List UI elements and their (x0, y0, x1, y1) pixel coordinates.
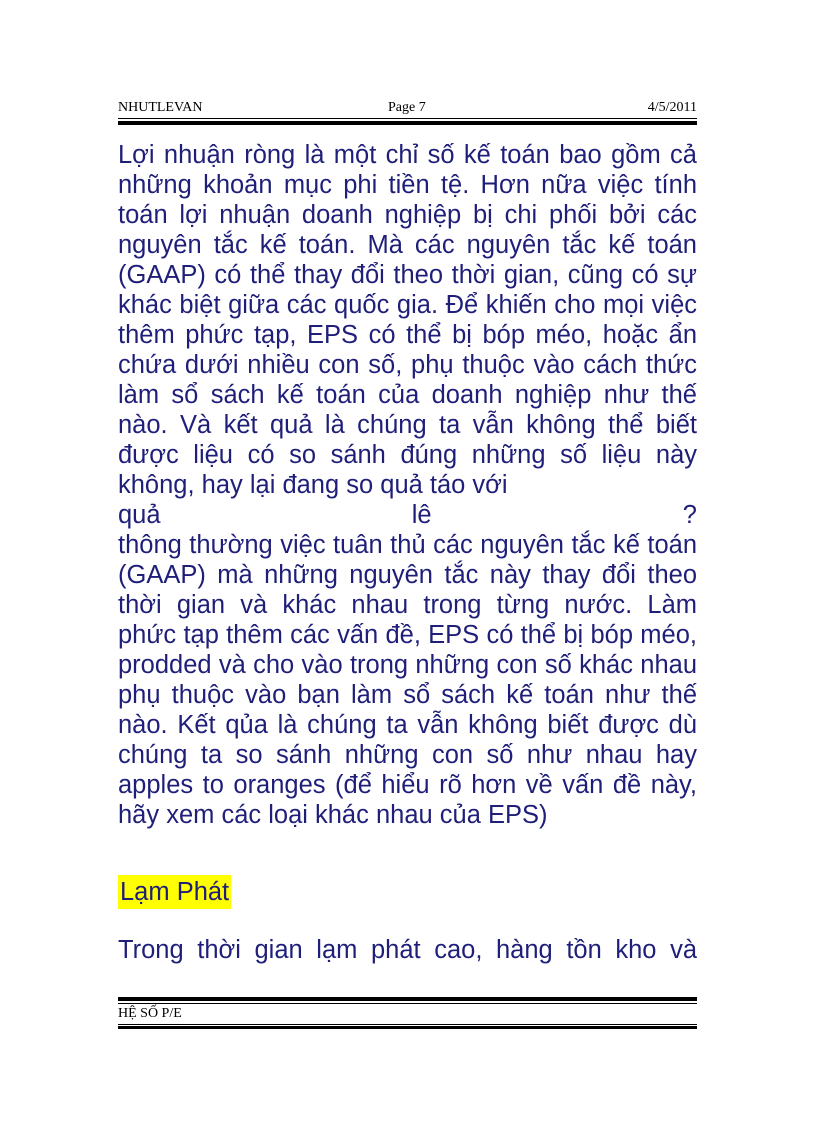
paragraph-net-profit: Lợi nhuận ròng là một chỉ số kế toán bao gồm cả những khoản mục phi tiền tệ. Hơn nữa việc tính toán lợi nhuận doanh nghiệp bị chi phối bởi các nguyên tắc kế toán. Mà các nguyên tắc kế toán (GAAP) có thể thay đổi theo thời gian, cũng có sự khác biệt giữa các quốc gia. Để khiến cho mọi việc thêm phức tạp, EPS có thể bị bóp méo, hoặc ẩn chứa dưới nhiều con số, phụ thuộc vào cách thức làm sổ sách kế toán của doanh nghiệp như thế nào. Và kết quả là chúng ta vẫn không thể biết được liệu có so sánh đúng những số liệu này không, hay lại đang so quả táo với (118, 141, 697, 499)
footer-rule-thick (118, 997, 697, 1001)
footer-rule-bottom (118, 1024, 697, 1025)
page-footer: HỆ SỐ P/E (118, 1006, 182, 1021)
body-text (118, 140, 697, 830)
paragraph-net-profit-last-line: quả lê ? (118, 501, 697, 529)
header-author: NHUTLEVAN (118, 100, 203, 115)
footer-rule-thin (118, 1003, 697, 1004)
section-heading-inflation: Lạm Phát (118, 875, 231, 909)
header-rule-thick (118, 121, 697, 125)
header-date: 4/5/2011 (647, 100, 697, 115)
header-rule-thin (118, 118, 697, 119)
paragraph-inflation-start: Trong thời gian lạm phát cao, hàng tồn kho và (118, 936, 697, 964)
footer-rule-bottom-thick (118, 1026, 697, 1029)
header-page-number: Page 7 (388, 100, 426, 115)
page-header (118, 100, 697, 118)
paragraph-gaap: thông thường việc tuân thủ các nguyên tắc kế toán (GAAP) mà những nguyên tắc này thay đổi theo thời gian và khác nhau trong từng nước. Làm phức tạp thêm các vấn đề, EPS có thể bị bóp méo, prodded và cho vào trong những con số khác nhau phụ thuộc vào bạn làm sổ sách kế toán như thế nào. Kết qủa là chúng ta vẫn không biết được dù chúng ta so sánh những con số như nhau hay apples to oranges (để hiểu rõ hơn về vấn đề này, hãy xem các loại khác nhau của EPS) (118, 531, 697, 829)
